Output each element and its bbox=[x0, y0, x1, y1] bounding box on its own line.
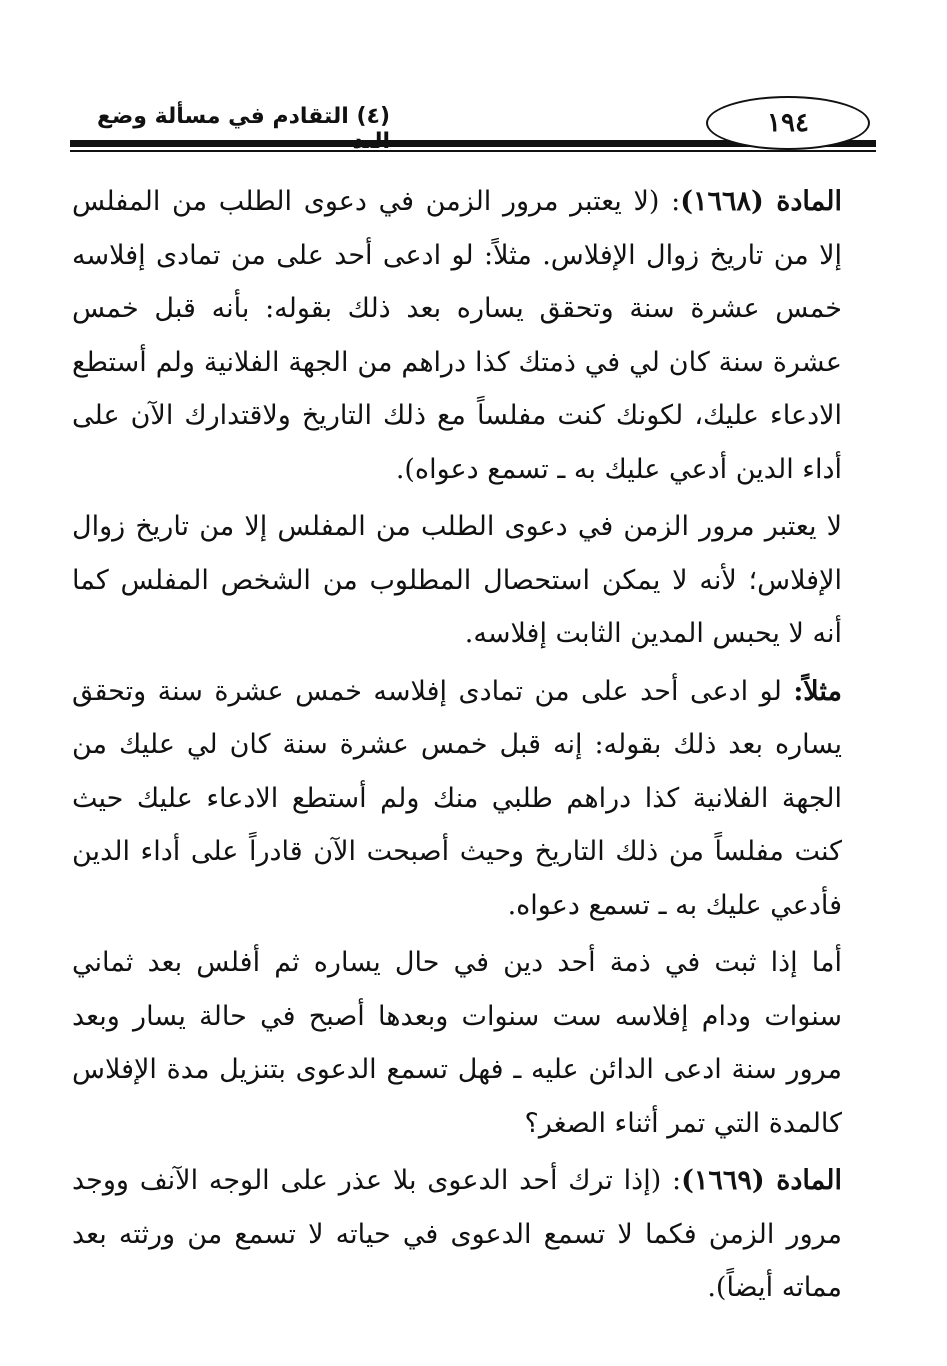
page-number: ١٩٤ bbox=[706, 96, 870, 150]
paragraph-question bbox=[72, 936, 842, 1150]
paragraph-text: : (إذا ترك أحد الدعوى بلا عذر على الوجه الآنف ووجد مرور الزمن فكما لا تسمع الدعوى في حياته لا تسمع من ورثته بعد مماته أيضاً). bbox=[72, 1165, 842, 1303]
paragraph-article-1669 bbox=[72, 1154, 842, 1315]
running-title: (٤) التقادم في مسألة وضع bbox=[97, 104, 390, 129]
paragraph-text: لو ادعى أحد على من تمادى إفلاسه خمس عشرة سنة وتحقق يساره بعد ذلك بقوله: إنه قبل خمس عشرة سنة كان لي عليك من الجهة الفلانية كذا دراهم طلبي منك ولم أستطع الادعاء عليك حيث كنت مفلساً من ذلك التاريخ وحيث أصبحت الآن قادراً على أداء الدين فأدعي عليك به ـ تسمع دعواه. bbox=[72, 675, 842, 921]
body-text bbox=[72, 175, 842, 1319]
paragraph-text: : (لا يعتبر مرور الزمن في دعوى الطلب من المفلس إلا من تاريخ زوال الإفلاس. مثلاً: لو ادعى أحد على من تمادى إفلاسه خمس عشرة سنة وتحقق يساره بعد ذلك بقوله: بأنه قبل خمس عشرة سنة كان لي في ذمتك كذا دراهم من الجهة الفلانية ولم أستطع الادعاء عليك، لكونك كنت مفلساً مع ذلك التاريخ ولاقتدارك الآن على أداء الدين أدعي عليك به ـ تسمع دعواه). bbox=[72, 186, 842, 485]
page-header bbox=[70, 86, 876, 166]
article-heading: المادة (١٦٦٨) bbox=[680, 186, 842, 217]
paragraph-article-1668 bbox=[72, 175, 842, 496]
article-heading: المادة (١٦٦٩) bbox=[681, 1165, 842, 1196]
paragraph-example bbox=[72, 665, 842, 933]
example-label: مثلاً: bbox=[793, 675, 842, 707]
paragraph-commentary bbox=[72, 500, 842, 661]
paragraph-text: أما إذا ثبت في ذمة أحد دين في حال يساره ثم أفلس بعد ثماني سنوات ودام إفلاسه ست سنوات وبعدها أصبح في حالة يسار وبعد مرور سنة ادعى الدائن عليه ـ فهل تسمع الدعوى بتنزيل مدة الإفلاس كالمدة التي تمر أثناء الصغر؟ bbox=[72, 947, 842, 1139]
header-rule-thin bbox=[70, 150, 876, 152]
paragraph-text: لا يعتبر مرور الزمن في دعوى الطلب من المفلس إلا من تاريخ زوال الإفلاس؛ لأنه لا يمكن استحصال المطلوب من الشخص المفلس كما أنه لا يحبس المدين الثابت إفلاسه. bbox=[72, 511, 842, 649]
